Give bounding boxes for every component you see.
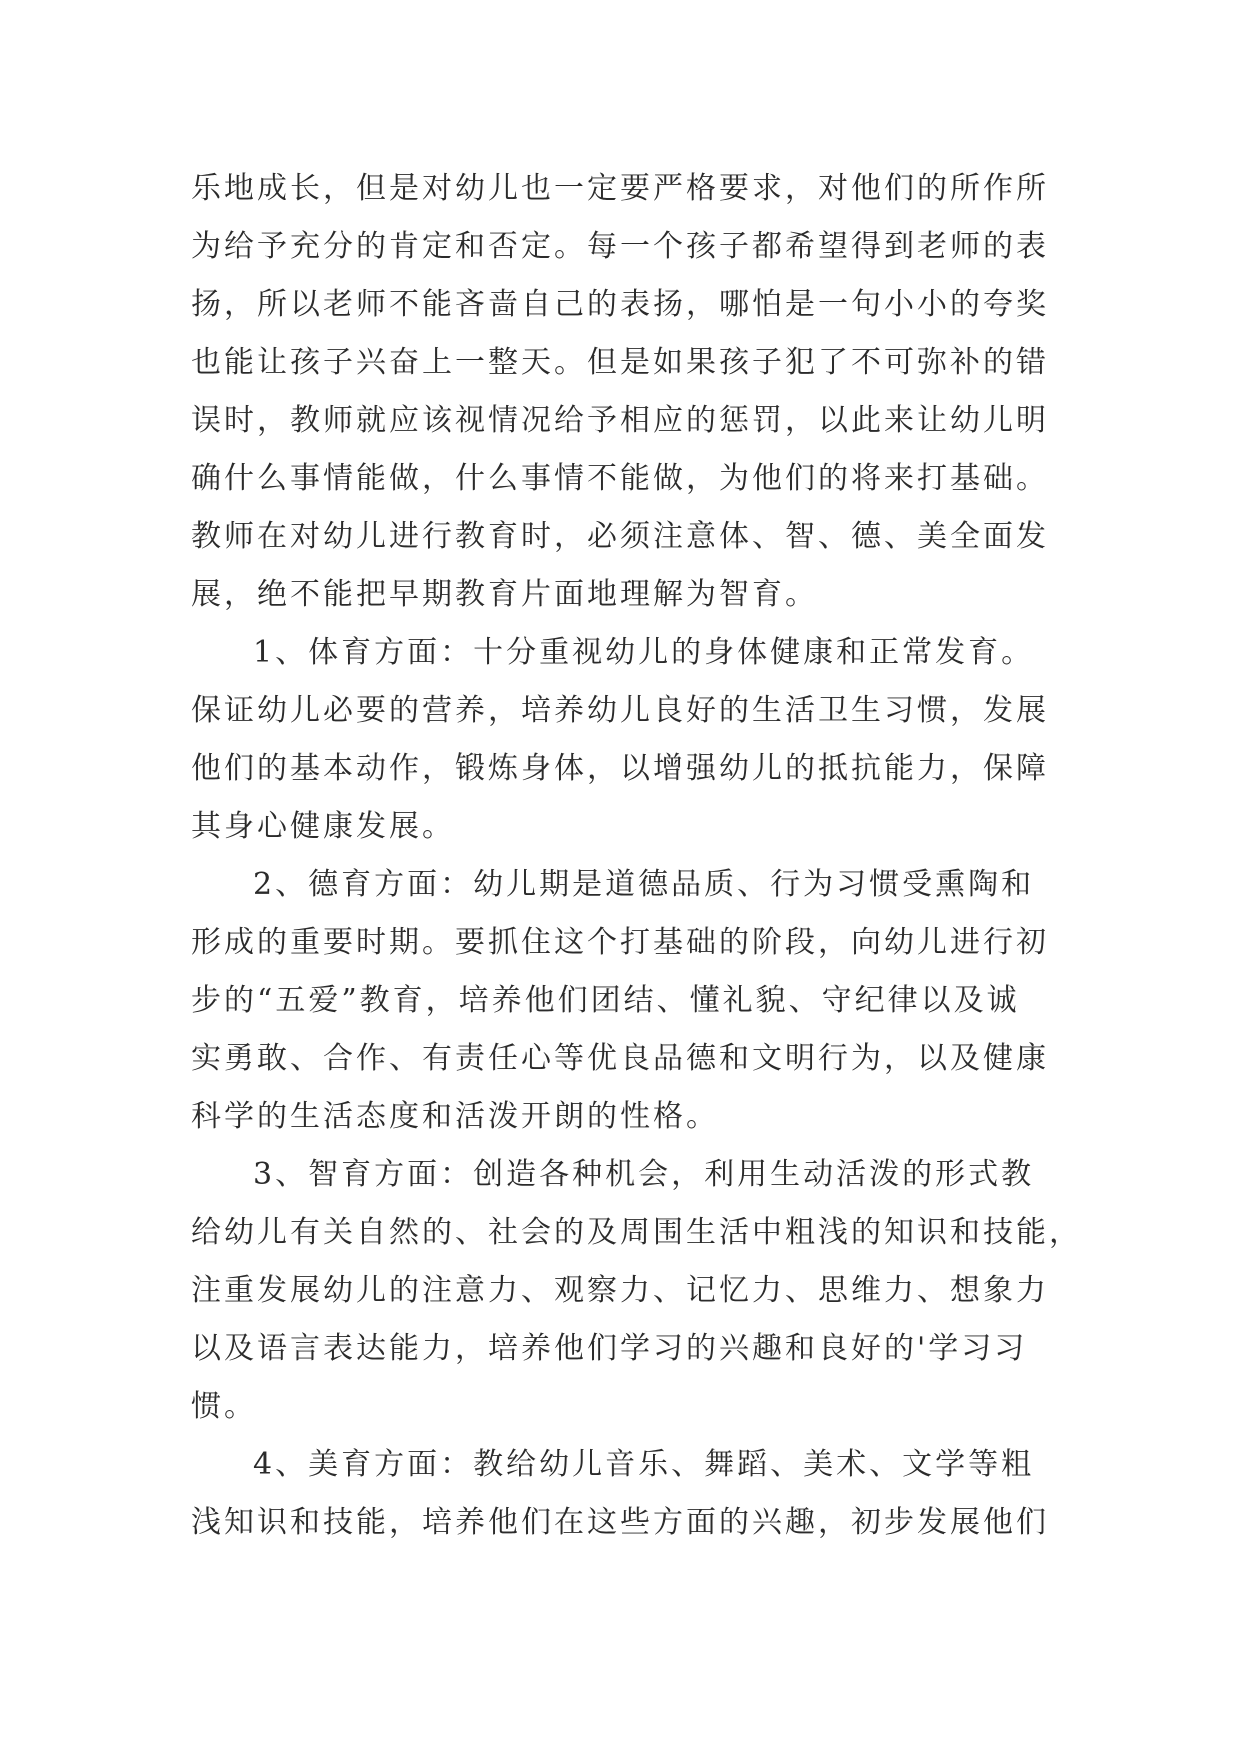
text-line: 以及语言表达能力，培养他们学习的兴趣和良好的'学习习 bbox=[191, 1331, 1028, 1366]
text-line: 注重发展幼儿的注意力、观察力、记忆力、思维力、想象力 bbox=[191, 1273, 1049, 1308]
text-line: 2、德育方面：幼儿期是道德品质、行为习惯受熏陶和 bbox=[253, 867, 1035, 902]
text-line: 展，绝不能把早期教育片面地理解为智育。 bbox=[191, 577, 818, 612]
text-line: 误时，教师就应该视情况给予相应的惩罚，以此来让幼儿明 bbox=[191, 403, 1049, 438]
text-line: 3、智育方面：创造各种机会，利用生动活泼的形式教 bbox=[253, 1157, 1035, 1192]
text-line: 步的“五爱”教育，培养他们团结、懂礼貌、守纪律以及诚 bbox=[191, 983, 1020, 1018]
text-line: 也能让孩子兴奋上一整天。但是如果孩子犯了不可弥补的错 bbox=[191, 345, 1049, 380]
text-line: 给幼儿有关自然的、社会的及周围生活中粗浅的知识和技能， bbox=[191, 1215, 1082, 1250]
text-line: 教师在对幼儿进行教育时，必须注意体、智、德、美全面发 bbox=[191, 519, 1049, 554]
text-line: 他们的基本动作，锻炼身体，以增强幼儿的抵抗能力，保障 bbox=[191, 751, 1049, 786]
text-line: 扬，所以老师不能吝啬自己的表扬，哪怕是一句小小的夸奖 bbox=[191, 287, 1049, 322]
text-line: 乐地成长，但是对幼儿也一定要严格要求，对他们的所作所 bbox=[191, 171, 1049, 206]
text-line: 惯。 bbox=[191, 1389, 257, 1424]
text-line: 1、体育方面：十分重视幼儿的身体健康和正常发育。 bbox=[253, 635, 1035, 670]
text-line: 形成的重要时期。要抓住这个打基础的阶段，向幼儿进行初 bbox=[191, 925, 1049, 960]
document-body bbox=[191, 160, 1082, 1552]
text-line: 科学的生活态度和活泼开朗的性格。 bbox=[191, 1099, 719, 1134]
text-line: 确什么事情能做，什么事情不能做，为他们的将来打基础。 bbox=[191, 461, 1049, 496]
text-line: 实勇敢、合作、有责任心等优良品德和文明行为，以及健康 bbox=[191, 1041, 1049, 1076]
text-line: 保证幼儿必要的营养，培养幼儿良好的生活卫生习惯，发展 bbox=[191, 693, 1049, 728]
text-line: 为给予充分的肯定和否定。每一个孩子都希望得到老师的表 bbox=[191, 229, 1049, 264]
text-line: 4、美育方面：教给幼儿音乐、舞蹈、美术、文学等粗 bbox=[253, 1447, 1035, 1482]
text-line: 浅知识和技能，培养他们在这些方面的兴趣，初步发展他们 bbox=[191, 1505, 1049, 1540]
text-line: 其身心健康发展。 bbox=[191, 809, 455, 844]
